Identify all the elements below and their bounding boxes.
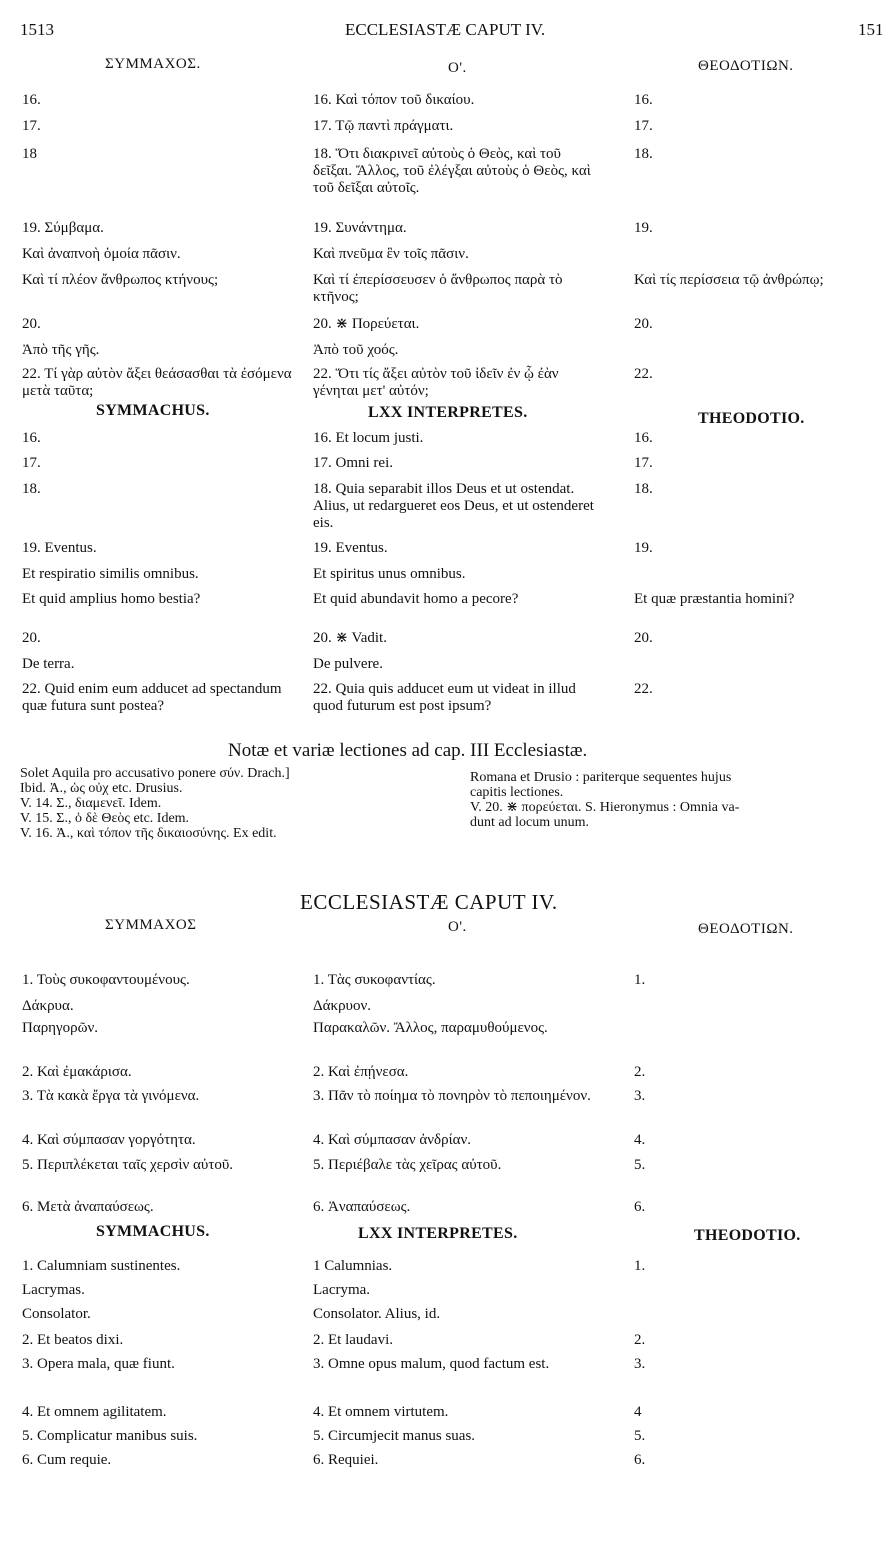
cell-theodotion: 19. bbox=[634, 540, 653, 556]
cell-symmachus: 19. Eventus. bbox=[22, 540, 97, 556]
cell-symmachus: Δάκρυα. bbox=[22, 998, 74, 1014]
note-line: Solet Aquila pro accusativo ponere σύν. Drach.] bbox=[20, 766, 290, 781]
cell-symmachus: 17. bbox=[22, 455, 41, 471]
cell-symmachus: 22. Τί γὰρ αὐτὸν ἄξει θεάσασθαι τὰ ἐσόμενα μετὰ ταῦτα; bbox=[22, 366, 292, 399]
cell-lxx: Καὶ πνεῦμα ἓν τοῖς πᾶσιν. bbox=[313, 246, 469, 262]
note-line: V. 14. Σ., διαμενεῖ. Idem. bbox=[20, 796, 162, 811]
heading-lxx-greek-2: O'. bbox=[448, 919, 467, 935]
cell-lxx: Consolator. Alius, id. bbox=[313, 1306, 441, 1322]
heading-symmachus-greek-2: ΣΥΜΜΑΧΟΣ bbox=[105, 917, 197, 933]
cell-lxx: De pulvere. bbox=[313, 656, 383, 672]
running-title: ECCLESIASTÆ CAPUT IV. bbox=[345, 20, 546, 39]
cell-theodotion: 1. bbox=[634, 972, 646, 988]
cell-theodotion: 20. bbox=[634, 316, 653, 332]
cell-theodotion: 5. bbox=[634, 1428, 646, 1444]
section-title: ECCLESIASTÆ CAPUT IV. bbox=[300, 890, 558, 914]
cell-theodotion: Καὶ τίς περίσσεια τῷ ἀνθρώπῳ; bbox=[634, 272, 824, 288]
cell-theodotion: 16. bbox=[634, 92, 653, 108]
cell-symmachus: 20. bbox=[22, 316, 41, 332]
cell-theodotion: 6. bbox=[634, 1452, 646, 1468]
cell-symmachus: Consolator. bbox=[22, 1306, 91, 1322]
note-line: capitis lectiones. bbox=[470, 785, 564, 800]
cell-symmachus: Καὶ ἀναπνοὴ ὁμοία πᾶσιν. bbox=[22, 246, 181, 262]
cell-lxx: 20. ⋇ Πορεύεται. bbox=[313, 316, 420, 332]
cell-lxx: 1. Τὰς συκοφαντίας. bbox=[313, 972, 436, 988]
cell-theodotion: Et quæ præstantia homini? bbox=[634, 591, 795, 607]
cell-symmachus: 18. bbox=[22, 481, 41, 497]
cell-symmachus: 3. Τὰ κακὰ ἔργα τὰ γινόμενα. bbox=[22, 1088, 200, 1104]
heading-lxx-latin: LXX INTERPRETES. bbox=[368, 404, 528, 421]
cell-lxx: 19. Συνάντημα. bbox=[313, 220, 407, 236]
cell-lxx: 22. Quia quis adducet eum ut videat in illud quod futurum est post ipsum? bbox=[313, 681, 576, 714]
cell-lxx: Et spiritus unus omnibus. bbox=[313, 566, 466, 582]
cell-symmachus: 1. Calumniam sustinentes. bbox=[22, 1258, 181, 1274]
cell-lxx: 1 Calumnias. bbox=[313, 1258, 393, 1274]
cell-symmachus: 16. bbox=[22, 92, 41, 108]
cell-theodotion: 18. bbox=[634, 481, 653, 497]
note-line: V. 20. ⋇ πορεύεται. S. Hieronymus : Omnia va- bbox=[470, 800, 740, 815]
note-line: V. 16. Ἀ., καὶ τόπον τῆς δικαιοσύνης. Ex edit. bbox=[20, 826, 277, 841]
cell-theodotion: 22. bbox=[634, 681, 653, 697]
cell-symmachus: Παρηγορῶν. bbox=[22, 1020, 99, 1036]
cell-lxx: Ἀπὸ τοῦ χοός. bbox=[313, 342, 399, 358]
cell-symmachus: De terra. bbox=[22, 656, 75, 672]
cell-lxx: 18. Quia separabit illos Deus et ut ostendat. Alius, ut redargueret eos Deus, et ut ostenderet eis. bbox=[313, 481, 594, 531]
cell-theodotion: 20. bbox=[634, 630, 653, 646]
cell-theodotion: 3. bbox=[634, 1356, 646, 1372]
cell-theodotion: 2. bbox=[634, 1064, 646, 1080]
cell-symmachus: 2. Et beatos dixi. bbox=[22, 1332, 124, 1348]
cell-lxx: Καὶ τί ἐπερίσσευσεν ὁ ἄνθρωπος παρὰ τὸ κτῆνος; bbox=[313, 272, 563, 305]
heading-symmachus-greek: ΣΥΜΜΑΧΟΣ. bbox=[105, 56, 201, 72]
cell-theodotion: 22. bbox=[634, 366, 653, 382]
cell-lxx: 5. Περιέβαλε τὰς χεῖρας αὐτοῦ. bbox=[313, 1157, 502, 1173]
cell-symmachus: 17. bbox=[22, 118, 41, 134]
heading-theodotio-latin-2: THEODOTIO. bbox=[694, 1227, 801, 1244]
cell-lxx: Παρακαλῶν. Ἄλλος, παραμυθούμενος. bbox=[313, 1020, 548, 1036]
cell-lxx: 22. Ὅτι τίς ἄξει αὐτὸν τοῦ ἰδεῖν ἐν ᾧ ἐὰν γένηται μετ' αὐτόν; bbox=[313, 366, 559, 399]
cell-symmachus: 20. bbox=[22, 630, 41, 646]
cell-symmachus: 5. Complicatur manibus suis. bbox=[22, 1428, 198, 1444]
page-number-right: 151 bbox=[858, 20, 884, 39]
cell-theodotion: 18. bbox=[634, 146, 653, 162]
cell-lxx: 17. Omni rei. bbox=[313, 455, 393, 471]
cell-symmachus: 19. Σύμβαμα. bbox=[22, 220, 104, 236]
cell-symmachus: 1. Τοὺς συκοφαντουμένους. bbox=[22, 972, 190, 988]
cell-symmachus: 22. Quid enim eum adducet ad spectandum quæ futura sunt postea? bbox=[22, 681, 282, 714]
cell-lxx: 4. Καὶ σύμπασαν ἀνδρίαν. bbox=[313, 1132, 472, 1148]
cell-lxx: Et quid abundavit homo a pecore? bbox=[313, 591, 519, 607]
heading-lxx-greek: O'. bbox=[448, 60, 467, 76]
cell-symmachus: 6. Cum requie. bbox=[22, 1452, 112, 1468]
cell-theodotion: 1. bbox=[634, 1258, 646, 1274]
heading-lxx-latin-2: LXX INTERPRETES. bbox=[358, 1225, 518, 1242]
heading-theodotion-greek-2: ΘΕΟΔΟΤΙΩΝ. bbox=[698, 921, 794, 937]
cell-lxx: 17. Τῷ παντὶ πράγματι. bbox=[313, 118, 454, 134]
cell-theodotion: 17. bbox=[634, 118, 653, 134]
cell-lxx: Lacryma. bbox=[313, 1282, 371, 1298]
cell-theodotion: 2. bbox=[634, 1332, 646, 1348]
cell-lxx: 2. Καὶ ἐπῄνεσα. bbox=[313, 1064, 409, 1080]
cell-lxx: 16. Et locum justi. bbox=[313, 430, 424, 446]
cell-lxx: 4. Et omnem virtutem. bbox=[313, 1404, 449, 1420]
heading-symmachus-latin: SYMMACHUS. bbox=[96, 402, 210, 419]
heading-symmachus-latin-2: SYMMACHUS. bbox=[96, 1223, 210, 1240]
cell-symmachus: 5. Περιπλέκεται ταῖς χερσὶν αὐτοῦ. bbox=[22, 1157, 234, 1173]
cell-symmachus: Et respiratio similis omnibus. bbox=[22, 566, 199, 582]
note-line: dunt ad locum unum. bbox=[470, 815, 589, 830]
cell-symmachus: 18 bbox=[22, 146, 37, 162]
cell-theodotion: 5. bbox=[634, 1157, 646, 1173]
cell-theodotion: 19. bbox=[634, 220, 653, 236]
cell-symmachus: 4. Καὶ σύμπασαν γοργότητα. bbox=[22, 1132, 196, 1148]
cell-lxx: 6. Requiei. bbox=[313, 1452, 379, 1468]
cell-symmachus: Ἀπὸ τῆς γῆς. bbox=[22, 342, 100, 358]
cell-theodotion: 17. bbox=[634, 455, 653, 471]
cell-symmachus: 6. Μετὰ ἀναπαύσεως. bbox=[22, 1199, 154, 1215]
note-line: V. 15. Σ., ὁ δὲ Θεὸς etc. Idem. bbox=[20, 811, 190, 826]
note-line: Ibid. Ἀ., ὡς οὐχ etc. Drusius. bbox=[20, 781, 183, 796]
cell-lxx: 3. Omne opus malum, quod factum est. bbox=[313, 1356, 550, 1372]
cell-lxx: 18. Ὅτι διακρινεῖ αὐτοὺς ὁ Θεὸς, καὶ τοῦ δεῖξαι. Ἄλλος, τοῦ ἐλέγξαι αὐτοὺς ὁ Θεὸς, καὶ τοῦ δεῖξαι αὐτοῖς. bbox=[313, 146, 591, 196]
cell-symmachus: Et quid amplius homo bestia? bbox=[22, 591, 201, 607]
cell-lxx: 16. Καὶ τόπον τοῦ δικαίου. bbox=[313, 92, 475, 108]
cell-lxx: 20. ⋇ Vadit. bbox=[313, 630, 387, 646]
cell-theodotion: 4. bbox=[634, 1132, 646, 1148]
cell-theodotion: 4 bbox=[634, 1404, 642, 1420]
page-number-left: 1513 bbox=[20, 20, 54, 39]
cell-symmachus: 4. Et omnem agilitatem. bbox=[22, 1404, 167, 1420]
cell-symmachus: 2. Καὶ ἐμακάρισα. bbox=[22, 1064, 132, 1080]
cell-lxx: 5. Circumjecit manus suas. bbox=[313, 1428, 476, 1444]
cell-theodotion: 16. bbox=[634, 430, 653, 446]
notes-title: Notæ et variæ lectiones ad cap. III Ecclesiastæ. bbox=[228, 740, 588, 761]
cell-lxx: Δάκρυον. bbox=[313, 998, 372, 1014]
cell-lxx: 6. Ἀναπαύσεως. bbox=[313, 1199, 411, 1215]
cell-symmachus: 16. bbox=[22, 430, 41, 446]
cell-theodotion: 6. bbox=[634, 1199, 646, 1215]
cell-lxx: 3. Πᾶν τὸ ποίημα τὸ πονηρὸν τὸ πεποιημένον. bbox=[313, 1088, 591, 1104]
cell-symmachus: 3. Opera mala, quæ fiunt. bbox=[22, 1356, 175, 1372]
cell-lxx: 2. Et laudavi. bbox=[313, 1332, 393, 1348]
cell-lxx: 19. Eventus. bbox=[313, 540, 388, 556]
heading-theodotion-greek: ΘΕΟΔΟΤΙΩΝ. bbox=[698, 58, 794, 74]
cell-symmachus: Καὶ τί πλέον ἄνθρωπος κτήνους; bbox=[22, 272, 219, 288]
heading-theodotio-latin: THEODOTIO. bbox=[698, 410, 805, 427]
cell-theodotion: 3. bbox=[634, 1088, 646, 1104]
cell-symmachus: Lacrymas. bbox=[22, 1282, 85, 1298]
note-line: Romana et Drusio : pariterque sequentes hujus bbox=[470, 770, 732, 785]
